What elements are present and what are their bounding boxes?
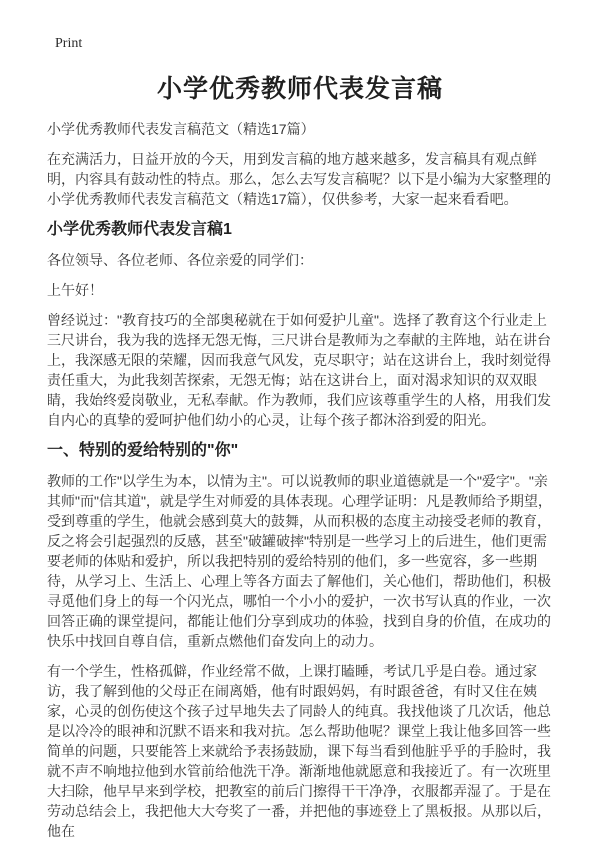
paragraph-student-story: 有一个学生，性格孤僻，作业经常不做，上课打瞌睡，考试几乎是白卷。通过家访，我了解到他的父母正在闹离婚，他有时跟妈妈，有时跟爸爸，有时又住在姨家，心灵的创伤使这个孩子过早地失去了同龄人的纯真。我找他谈了几次话，他总是以冷冷的眼神和沉默不语来和我对抗。怎么帮助他呢？课堂上我让他多回答一些简单的问题，只要能答上来就给予表扬鼓励，课下每当看到他脏乎乎的手脸时，我就不声不响地拉他到水管前给他洗干净。渐渐地他就愿意和我接近了。有一次班里大扫除，他早早来到学校，把教室的前后门擦得干干净净，衣服都弄湿了。于是在劳动总结会上，我把他大大夸奖了一番，并把他的事迹登上了黑板报。从那以后，他在: [47, 663, 551, 839]
subsection-heading-special-love: 一、特别的爱给特别的"你": [47, 442, 239, 459]
salutation-line: 各位领导、各位老师、各位亲爱的同学们：: [47, 252, 313, 268]
section-heading-1: 小学优秀教师代表发言稿1: [47, 221, 232, 238]
document-content: [0, 119, 600, 841]
paragraph-special-love: 教师的工作"以学生为本，以情为主"。可以说教师的职业道德就是一个"爱字"。"亲其师"而"信其道"，就是学生对师爱的具体表现。心理学证明：凡是教师给予期望，受到尊重的学生，他就会感到莫大的鼓舞，从而积极的态度主动接受老师的教育，反之将会引起强烈的反感，甚至"破罐破摔"特别是一些学习上的后进生，他们更需要老师的体贴和爱护，所以我把特别的爱给特别的他们，多一些宽容，多一些期待，从学习上、生活上、心理上等各方面去了解他们，关心他们，帮助他们，积极寻觅他们身上的每一个闪光点，哪怕一个小小的爱护，一次书写认真的作业，一次回答正确的课堂提问，都能让他们分享到成功的体验，找到自身的价值，在成功的快乐中找回自尊自信，重新点燃他们奋发向上的动力。: [47, 473, 552, 649]
intro-paragraph: 在充满活力，日益开放的今天，用到发言稿的地方越来越多，发言稿具有观点鲜明，内容具有鼓动性的特点。那么，怎么去写发言稿呢？以下是小编为大家整理的小学优秀教师代表发言稿范文（精选17篇），仅供参考，大家一起来看看吧。: [47, 151, 551, 207]
print-link[interactable]: Print: [55, 36, 83, 51]
paragraph-quote: 曾经说过："教育技巧的全部奥秘就在于如何爱护儿童"。选择了教育这个行业走上三尺讲台，我为我的选择无怨无悔，三尺讲台是教师为之奉献的主阵地，站在讲台上，我深感无限的荣耀，因而我意气风发，克尽职守；站在这讲台上，我时刻觉得责任重大，为此我刻苦探索，无怨无悔；站在这讲台上，面对渴求知识的双双眼睛，我始终爱岗敬业，无私奉献。作为教师，我们应该尊重学生的人格，用我们发自内心的真挚的爱呵护他们幼小的心灵，让每个孩子都沐浴到爱的阳光。: [47, 312, 551, 428]
greeting-line: 上午好！: [47, 282, 103, 298]
page-title: 小学优秀教师代表发言稿: [156, 75, 443, 103]
document-subtitle: 小学优秀教师代表发言稿范文（精选17篇）: [47, 121, 315, 137]
